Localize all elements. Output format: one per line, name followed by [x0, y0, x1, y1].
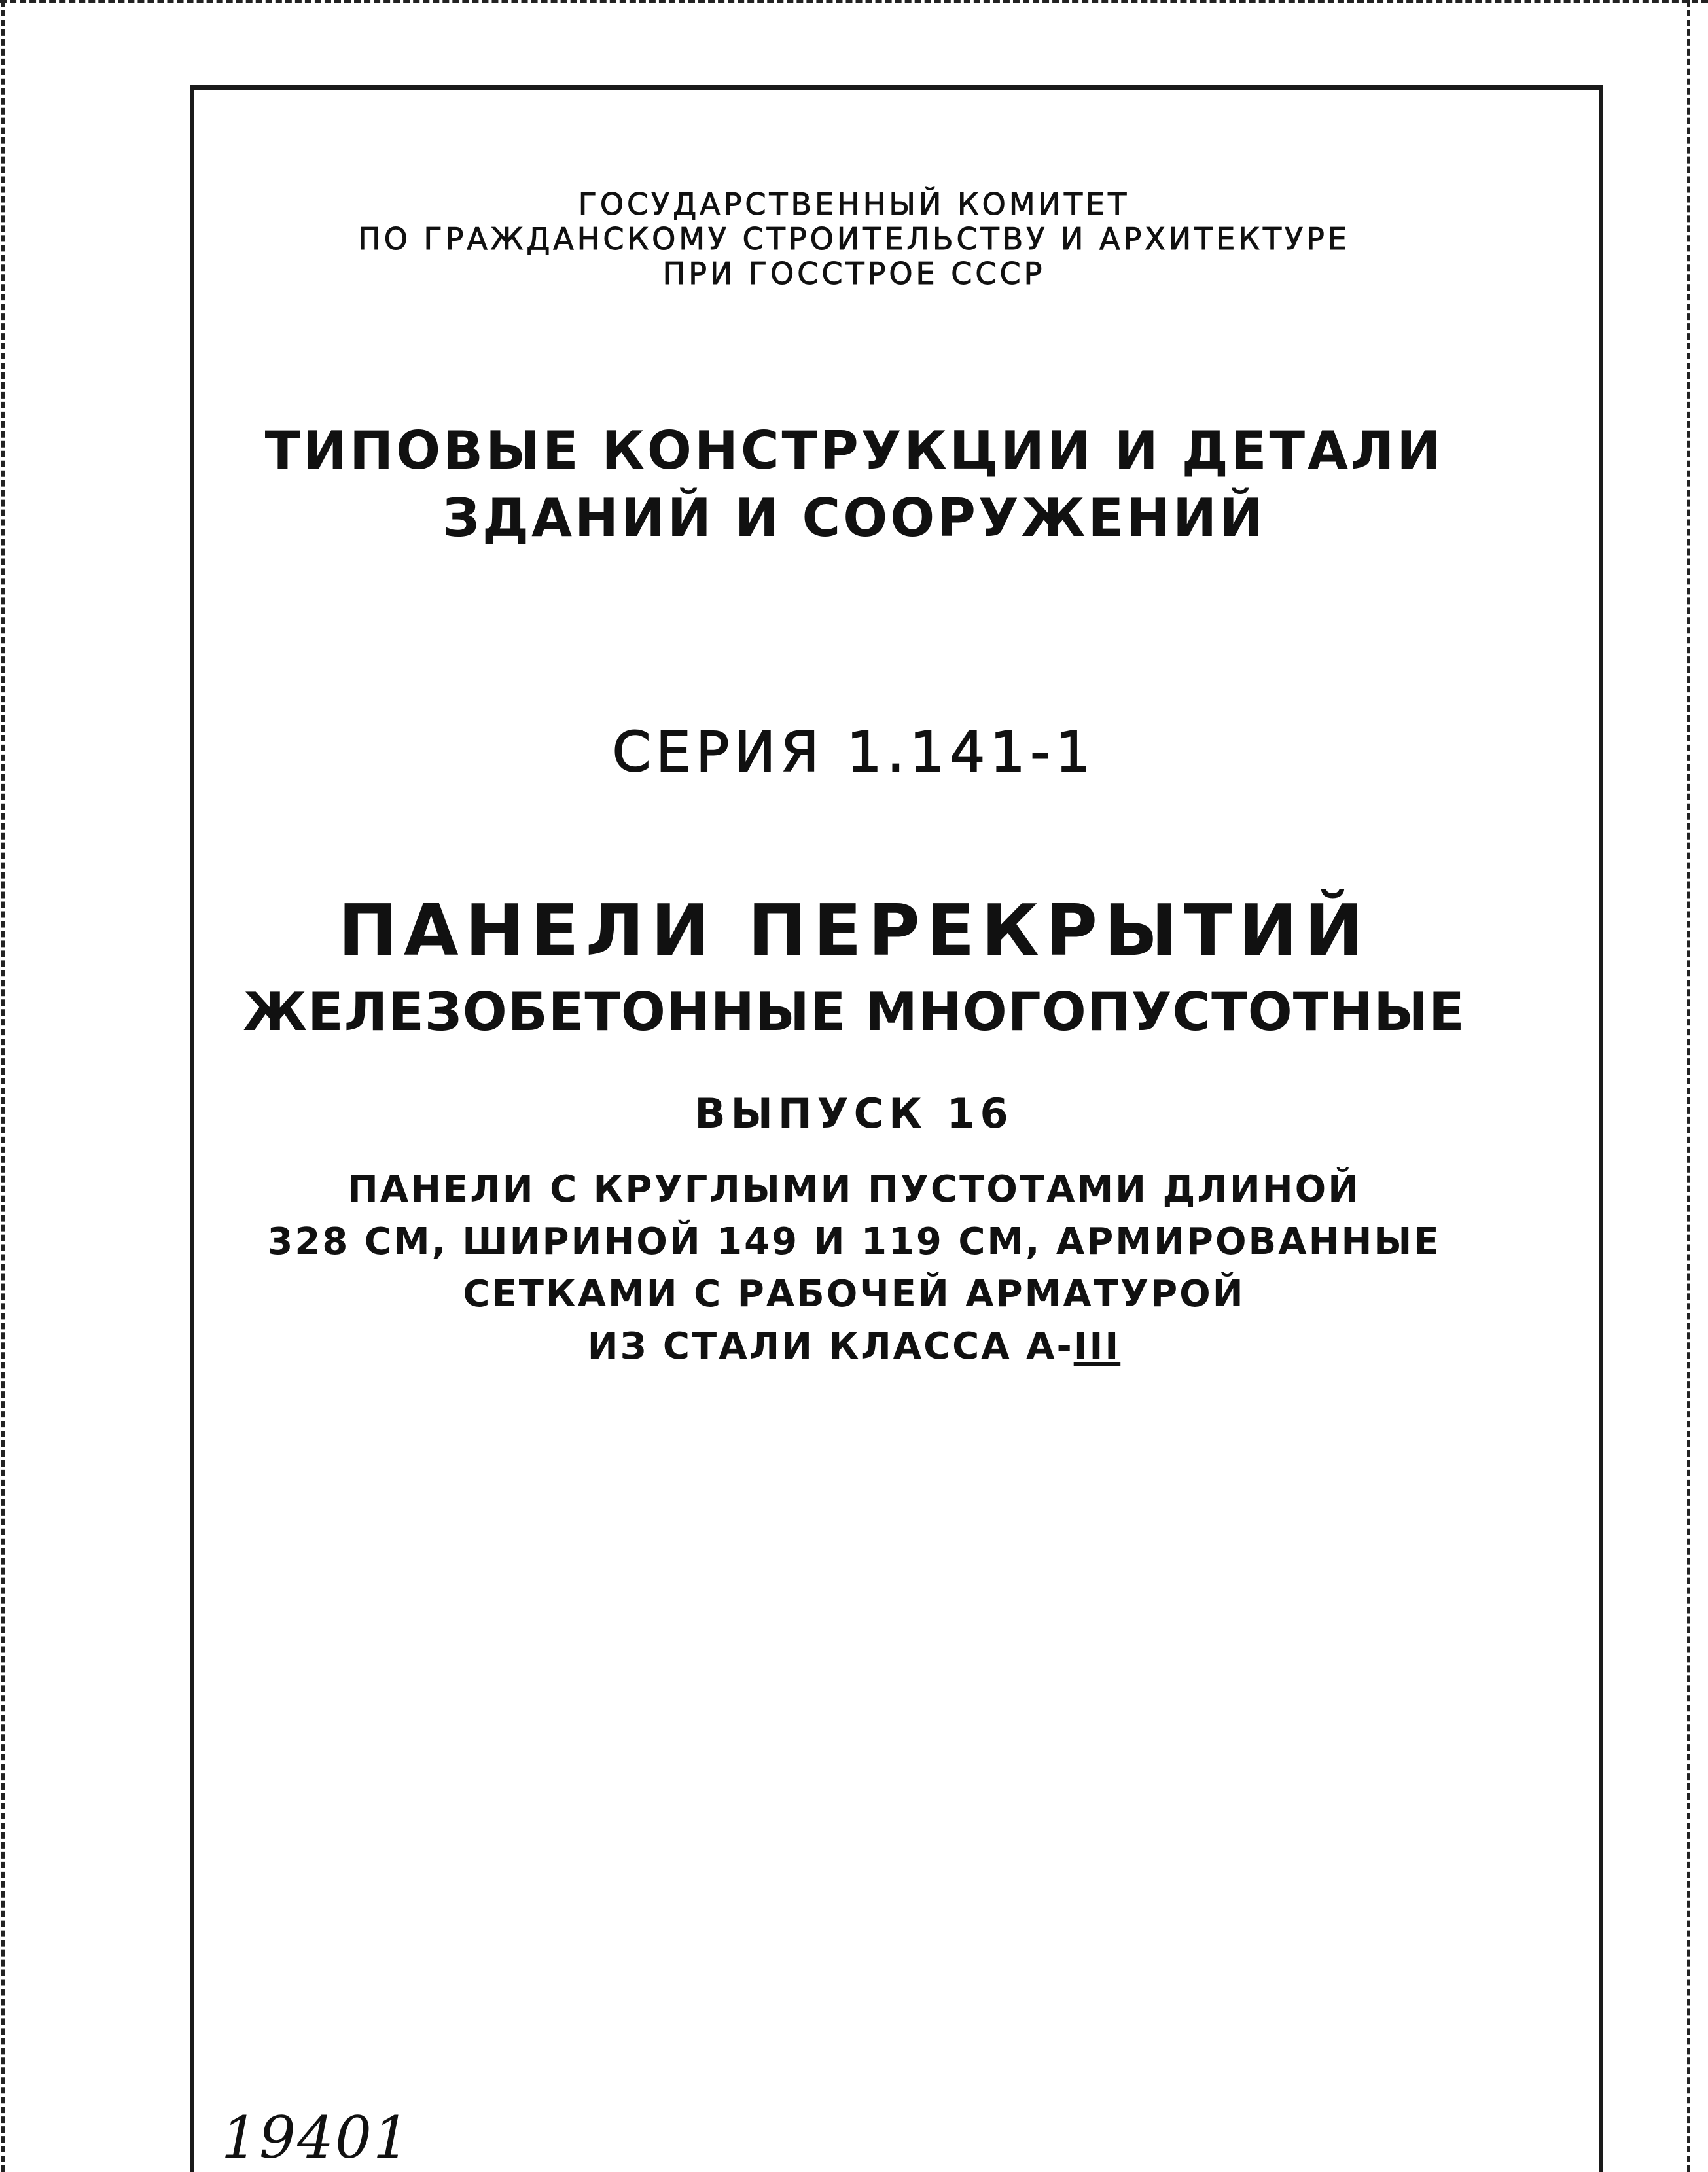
inventory-number: 19401: [221, 2104, 411, 2171]
description-line-3: СЕТКАМИ С РАБОЧЕЙ АРМАТУРОЙ: [463, 1273, 1245, 1315]
sheet-right-edge: [1687, 0, 1691, 2172]
description-line-4: [0, 1325, 1708, 1368]
series-number: СЕРИЯ 1.141-1: [612, 720, 1096, 784]
description-line-2: 328 СМ, ШИРИНОЙ 149 И 119 СМ, АРМИРОВАННЫЕ: [267, 1220, 1441, 1263]
ministry-line-2: ПО ГРАЖДАНСКОМУ СТРОИТЕЛЬСТВУ И АРХИТЕКТУРЕ: [358, 221, 1350, 257]
ministry-line-3: ПРИ ГОССТРОЕ СССР: [662, 256, 1046, 291]
document-title: ПАНЕЛИ ПЕРЕКРЫТИЙ: [338, 890, 1370, 972]
sheet-top-edge: [0, 0, 1708, 9]
steel-class-prefix: ИЗ СТАЛИ КЛАССА А-: [587, 1325, 1074, 1368]
description-line-1: ПАНЕЛИ С КРУГЛЫМИ ПУСТОТАМИ ДЛИНОЙ: [347, 1168, 1361, 1211]
collection-title-line-2: ЗДАНИЙ И СООРУЖЕНИЙ: [442, 488, 1266, 548]
steel-class-numeral: III: [1073, 1325, 1121, 1368]
ministry-line-1: ГОСУДАРСТВЕННЫЙ КОМИТЕТ: [578, 187, 1130, 222]
document-subtitle: ЖЕЛЕЗОБЕТОННЫЕ МНОГОПУСТОТНЫЕ: [243, 982, 1465, 1042]
sheet-left-edge: [1, 0, 5, 2172]
issue-number: ВЫПУСК 16: [694, 1090, 1014, 1137]
collection-title-line-1: ТИПОВЫЕ КОНСТРУКЦИИ И ДЕТАЛИ: [264, 420, 1444, 481]
